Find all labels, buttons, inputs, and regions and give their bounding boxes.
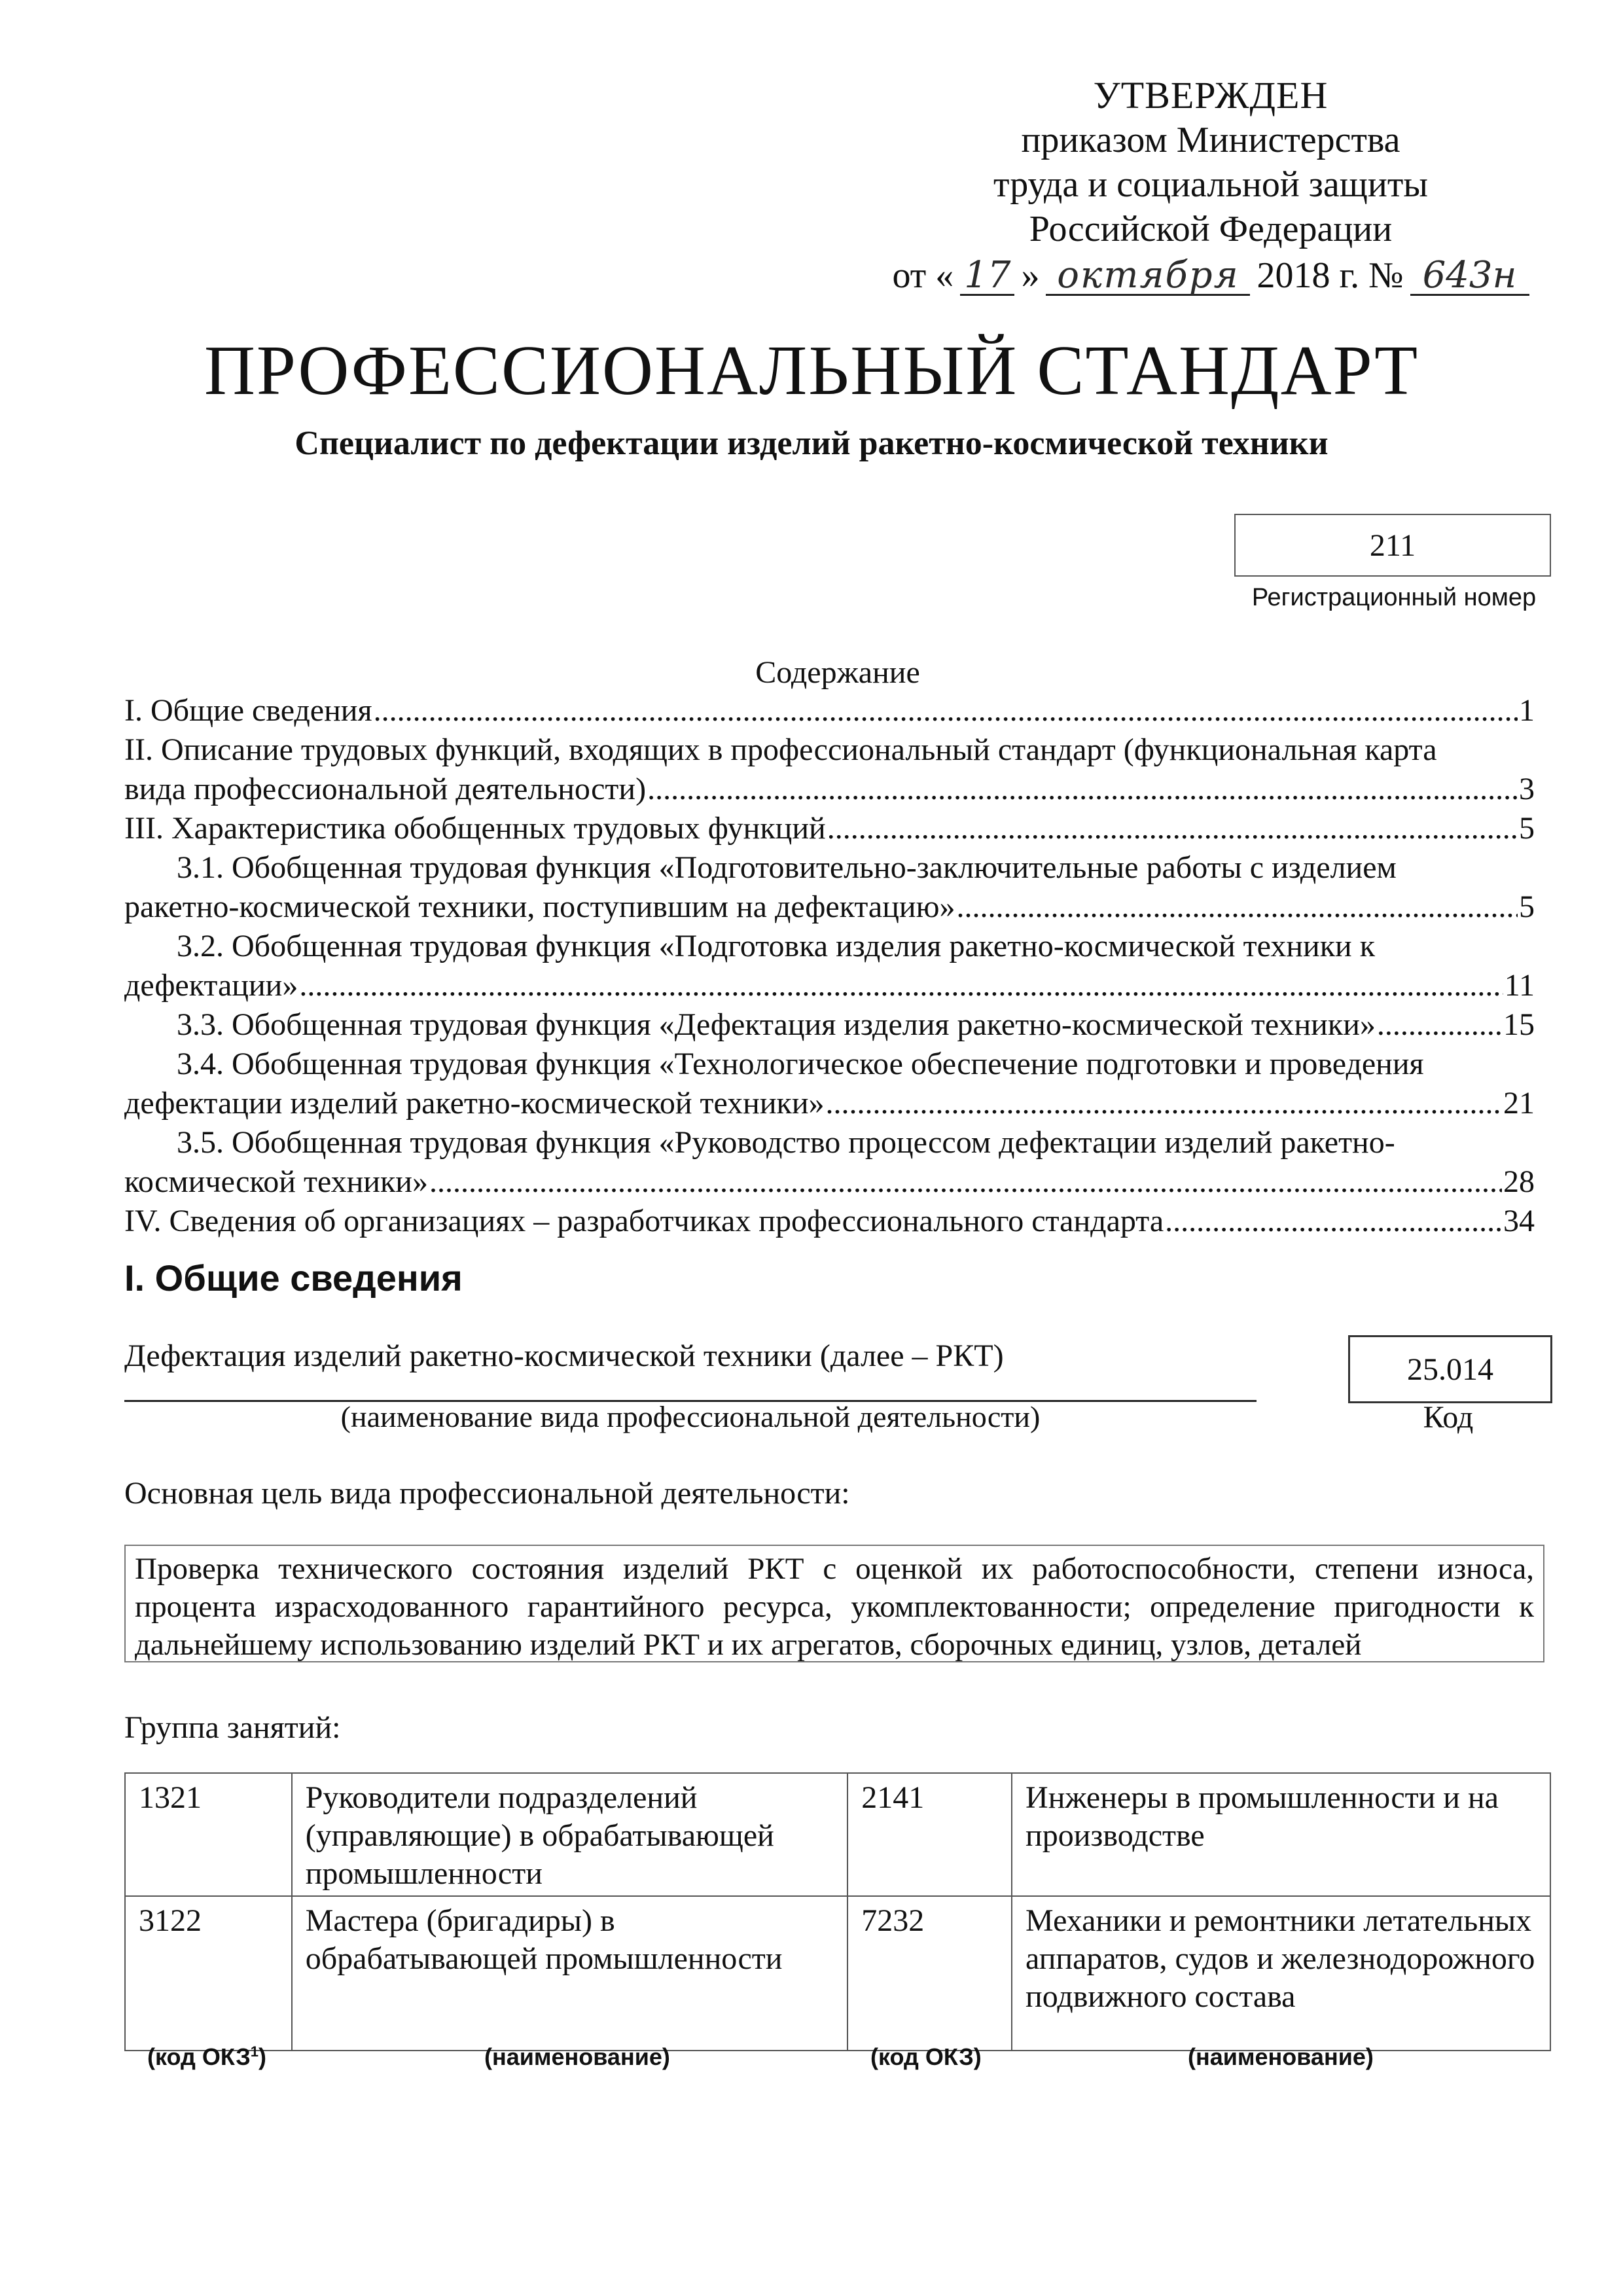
section-heading: I. Общие сведения: [124, 1257, 463, 1299]
toc-entry-text: дефектации»: [124, 968, 298, 1003]
okz-code-caption-2: (код ОКЗ): [870, 2043, 982, 2070]
toc-page: 3: [1519, 772, 1535, 806]
okz-caption-text: (код ОКЗ: [147, 2043, 251, 2070]
occupation-name: Мастера (бригадиры) в обрабатывающей промышленности: [292, 1896, 847, 2051]
occupation-table: [124, 1772, 1551, 2051]
toc-entry-4[interactable]: [124, 1202, 1535, 1241]
table-row: [125, 1773, 1550, 1896]
toc-entry-text: 3.3. Обобщенная трудовая функция «Дефектация изделия ракетно-космической техники»: [177, 1007, 1376, 1042]
toc-entry-3-2-line1[interactable]: 3.2. Обобщенная трудовая функция «Подготовка изделия ракетно-космической техники к: [177, 929, 1376, 963]
toc-dots: [647, 770, 1518, 809]
table-row: [125, 1896, 1550, 2051]
order-mid: »: [1021, 255, 1040, 296]
approval-line-3: Российской Федерации: [1029, 209, 1393, 249]
toc-entry-3-5[interactable]: [124, 1162, 1535, 1202]
toc-entry-1[interactable]: [124, 691, 1535, 730]
goal-label: Основная цель вида профессиональной деятельности:: [124, 1476, 850, 1511]
toc-dots: [827, 809, 1518, 848]
footnote-mark[interactable]: 1: [250, 2043, 259, 2060]
occupation-code: 7232: [847, 1896, 1012, 2051]
activity-code-box: 25.014: [1348, 1335, 1552, 1403]
toc-dots: [1165, 1202, 1502, 1241]
toc-entry-3-4-line1[interactable]: 3.4. Обобщенная трудовая функция «Технологическое обеспечение подготовки и проведения: [177, 1047, 1424, 1081]
activity-code-caption: Код: [1423, 1400, 1474, 1435]
order-year: 2018 г. №: [1257, 255, 1404, 296]
toc-page: 5: [1519, 811, 1535, 846]
toc-entry-text: вида профессиональной деятельности): [124, 772, 647, 806]
order-number-handwritten: 643н: [1410, 257, 1529, 296]
toc-page: 34: [1503, 1204, 1535, 1238]
approval-line-2: труда и социальной защиты: [993, 164, 1428, 205]
document-title: ПРОФЕССИОНАЛЬНЫЙ СТАНДАРТ: [204, 332, 1419, 410]
occupation-group-label: Группа занятий:: [124, 1710, 341, 1745]
occupation-code: 1321: [125, 1773, 292, 1896]
occupation-name: Инженеры в промышленности и на производстве: [1012, 1773, 1550, 1896]
toc-page: 21: [1503, 1086, 1535, 1121]
toc-dots: [826, 1084, 1502, 1123]
toc-dots: [299, 966, 1503, 1005]
toc-entry-3-2[interactable]: [124, 966, 1535, 1005]
activity-caption: (наименование вида профессиональной деятельности): [340, 1400, 1041, 1433]
okz-caption-close: ): [259, 2043, 267, 2070]
toc-entry-text: III. Характеристика обобщенных трудовых функций: [124, 811, 826, 846]
toc-entry-text: космической техники»: [124, 1164, 428, 1199]
goal-text-box: Проверка технического состояния изделий РКТ с оценкой их работоспособности, степени износа, процента израсходованного гарантийного ресурса, укомплектованности; определение пригодности к дальнейшему использованию изделий РКТ и их агрегатов, сборочных единиц, узлов, деталей: [124, 1545, 1544, 1662]
toc-dots: [956, 888, 1518, 927]
toc-page: 15: [1503, 1007, 1535, 1042]
occupation-code: 2141: [847, 1773, 1012, 1896]
document-subtitle: Специалист по дефектации изделий ракетно-космической техники: [294, 425, 1329, 462]
occupation-name: Механики и ремонтники летательных аппаратов, судов и железнодорожного подвижного состава: [1012, 1896, 1550, 2051]
occupation-name: Руководители подразделений (управляющие) в обрабатывающей промышленности: [292, 1773, 847, 1896]
toc-entry-3-4[interactable]: [124, 1084, 1535, 1123]
registration-caption: Регистрационный номер: [1251, 584, 1537, 611]
approval-block: [851, 73, 1571, 300]
toc-dots: [429, 1162, 1502, 1202]
toc-entry-3-3[interactable]: [177, 1005, 1535, 1045]
approval-head: УТВЕРЖДЕН: [1093, 74, 1329, 117]
order-month-handwritten: октября: [1046, 257, 1250, 296]
toc-entry-text: дефектации изделий ракетно-космической техники»: [124, 1086, 825, 1121]
toc-entry-2[interactable]: [124, 770, 1535, 809]
toc-entry-2-line1[interactable]: II. Описание трудовых функций, входящих в профессиональный стандарт (функциональная карта: [124, 732, 1437, 767]
toc-dots: [1377, 1005, 1502, 1045]
toc-entry-3-1-line1[interactable]: 3.1. Обобщенная трудовая функция «Подготовительно-заключительные работы с изделием: [177, 850, 1397, 885]
order-prefix: от «: [892, 255, 954, 296]
name-caption: (наименование): [484, 2043, 670, 2070]
toc-entry-3[interactable]: [124, 809, 1535, 848]
okz-code-caption: [147, 2043, 266, 2071]
toc-entry-text: ракетно-космической техники, поступившим на дефектацию»: [124, 889, 955, 924]
toc-page: 11: [1504, 968, 1535, 1003]
name-caption-2: (наименование): [1188, 2043, 1374, 2070]
toc-title: Содержание: [755, 655, 920, 690]
toc-page: 1: [1519, 693, 1535, 728]
toc-page: 28: [1503, 1164, 1535, 1199]
activity-name: Дефектация изделий ракетно-космической техники (далее – РКТ): [124, 1338, 1257, 1402]
approval-line-1: приказом Министерства: [1021, 120, 1400, 160]
table-of-contents: [124, 691, 1535, 1241]
registration-number-box: 211: [1234, 514, 1551, 577]
order-day-handwritten: 17: [960, 257, 1014, 296]
toc-entry-3-5-line1[interactable]: 3.5. Обобщенная трудовая функция «Руководство процессом дефектации изделий ракетно-: [177, 1125, 1395, 1160]
order-line: [851, 251, 1571, 300]
toc-entry-text: I. Общие сведения: [124, 693, 372, 728]
toc-entry-3-1[interactable]: [124, 888, 1535, 927]
toc-page: 5: [1519, 889, 1535, 924]
toc-entry-text: IV. Сведения об организациях – разработчиках профессионального стандарта: [124, 1204, 1164, 1238]
toc-dots: [374, 691, 1518, 730]
occupation-code: 3122: [125, 1896, 292, 2051]
